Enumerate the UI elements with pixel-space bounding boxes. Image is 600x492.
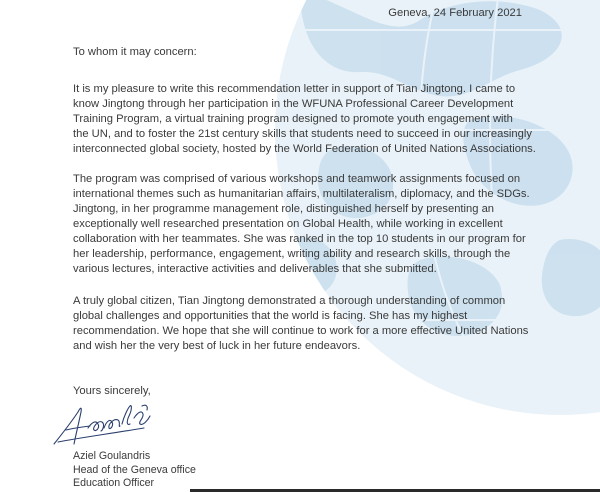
paragraph-line: international themes such as humanitarian affairs, multilateralism, diplomacy, and the SDGs. (73, 188, 530, 200)
signer-title: Head of the Geneva office (73, 463, 196, 476)
paragraph-line: Training Program, a virtual training program designed to promote youth engagement with (73, 113, 513, 125)
paragraph-line: exceptionally well researched presentation on Global Health, while working in excellent (73, 218, 503, 230)
paragraph-line: A truly global citizen, Tian Jingtong demonstrated a thorough understanding of common (73, 295, 506, 307)
paragraph-program (73, 172, 533, 277)
paragraph-recommendation (73, 294, 533, 354)
paragraph-line: various lectures, interactive activities and deliverables that she submitted. (73, 263, 437, 275)
salutation: To whom it may concern: (73, 46, 197, 58)
paragraph-line: the UN, and to foster the 21st century skills that students need to succeed in our increasingly (73, 128, 532, 140)
paragraph-introduction (73, 82, 536, 157)
paragraph-line: The program was comprised of various workshops and teamwork assignments focused on (73, 173, 521, 185)
signature-block (73, 450, 196, 491)
handwritten-signature-icon (48, 398, 158, 450)
paragraph-line: interconnected global society, hosted by the World Federation of United Nations Associations. (73, 143, 536, 155)
letter-date: Geneva, 24 February 2021 (388, 7, 522, 19)
signer-role: Education Officer (73, 477, 155, 489)
paragraph-line: and wish her the very best of luck in her future endeavors. (73, 340, 361, 352)
paragraph-line: recommendation. We hope that she will continue to work for a more effective United Nations (73, 325, 529, 337)
closing: Yours sincerely, (73, 385, 151, 397)
paragraph-line: Jingtong, in her programme management role, distinguished herself by presenting an (73, 203, 495, 215)
signer-name: Aziel Goulandris (73, 450, 151, 462)
paragraph-line: know Jingtong through her participation in the WFUNA Professional Career Development (73, 98, 514, 110)
paragraph-line: her leadership, performance, engagement, writing ability and research skills, through the (73, 248, 511, 260)
paragraph-line: collaboration with her teammates. She was ranked in the top 10 students in our program for (73, 233, 526, 245)
paragraph-line: global challenges and opportunities that the world is facing. She has my highest (73, 310, 468, 322)
paragraph-line: It is my pleasure to write this recommendation letter in support of Tian Jingtong. I came to (73, 83, 516, 95)
